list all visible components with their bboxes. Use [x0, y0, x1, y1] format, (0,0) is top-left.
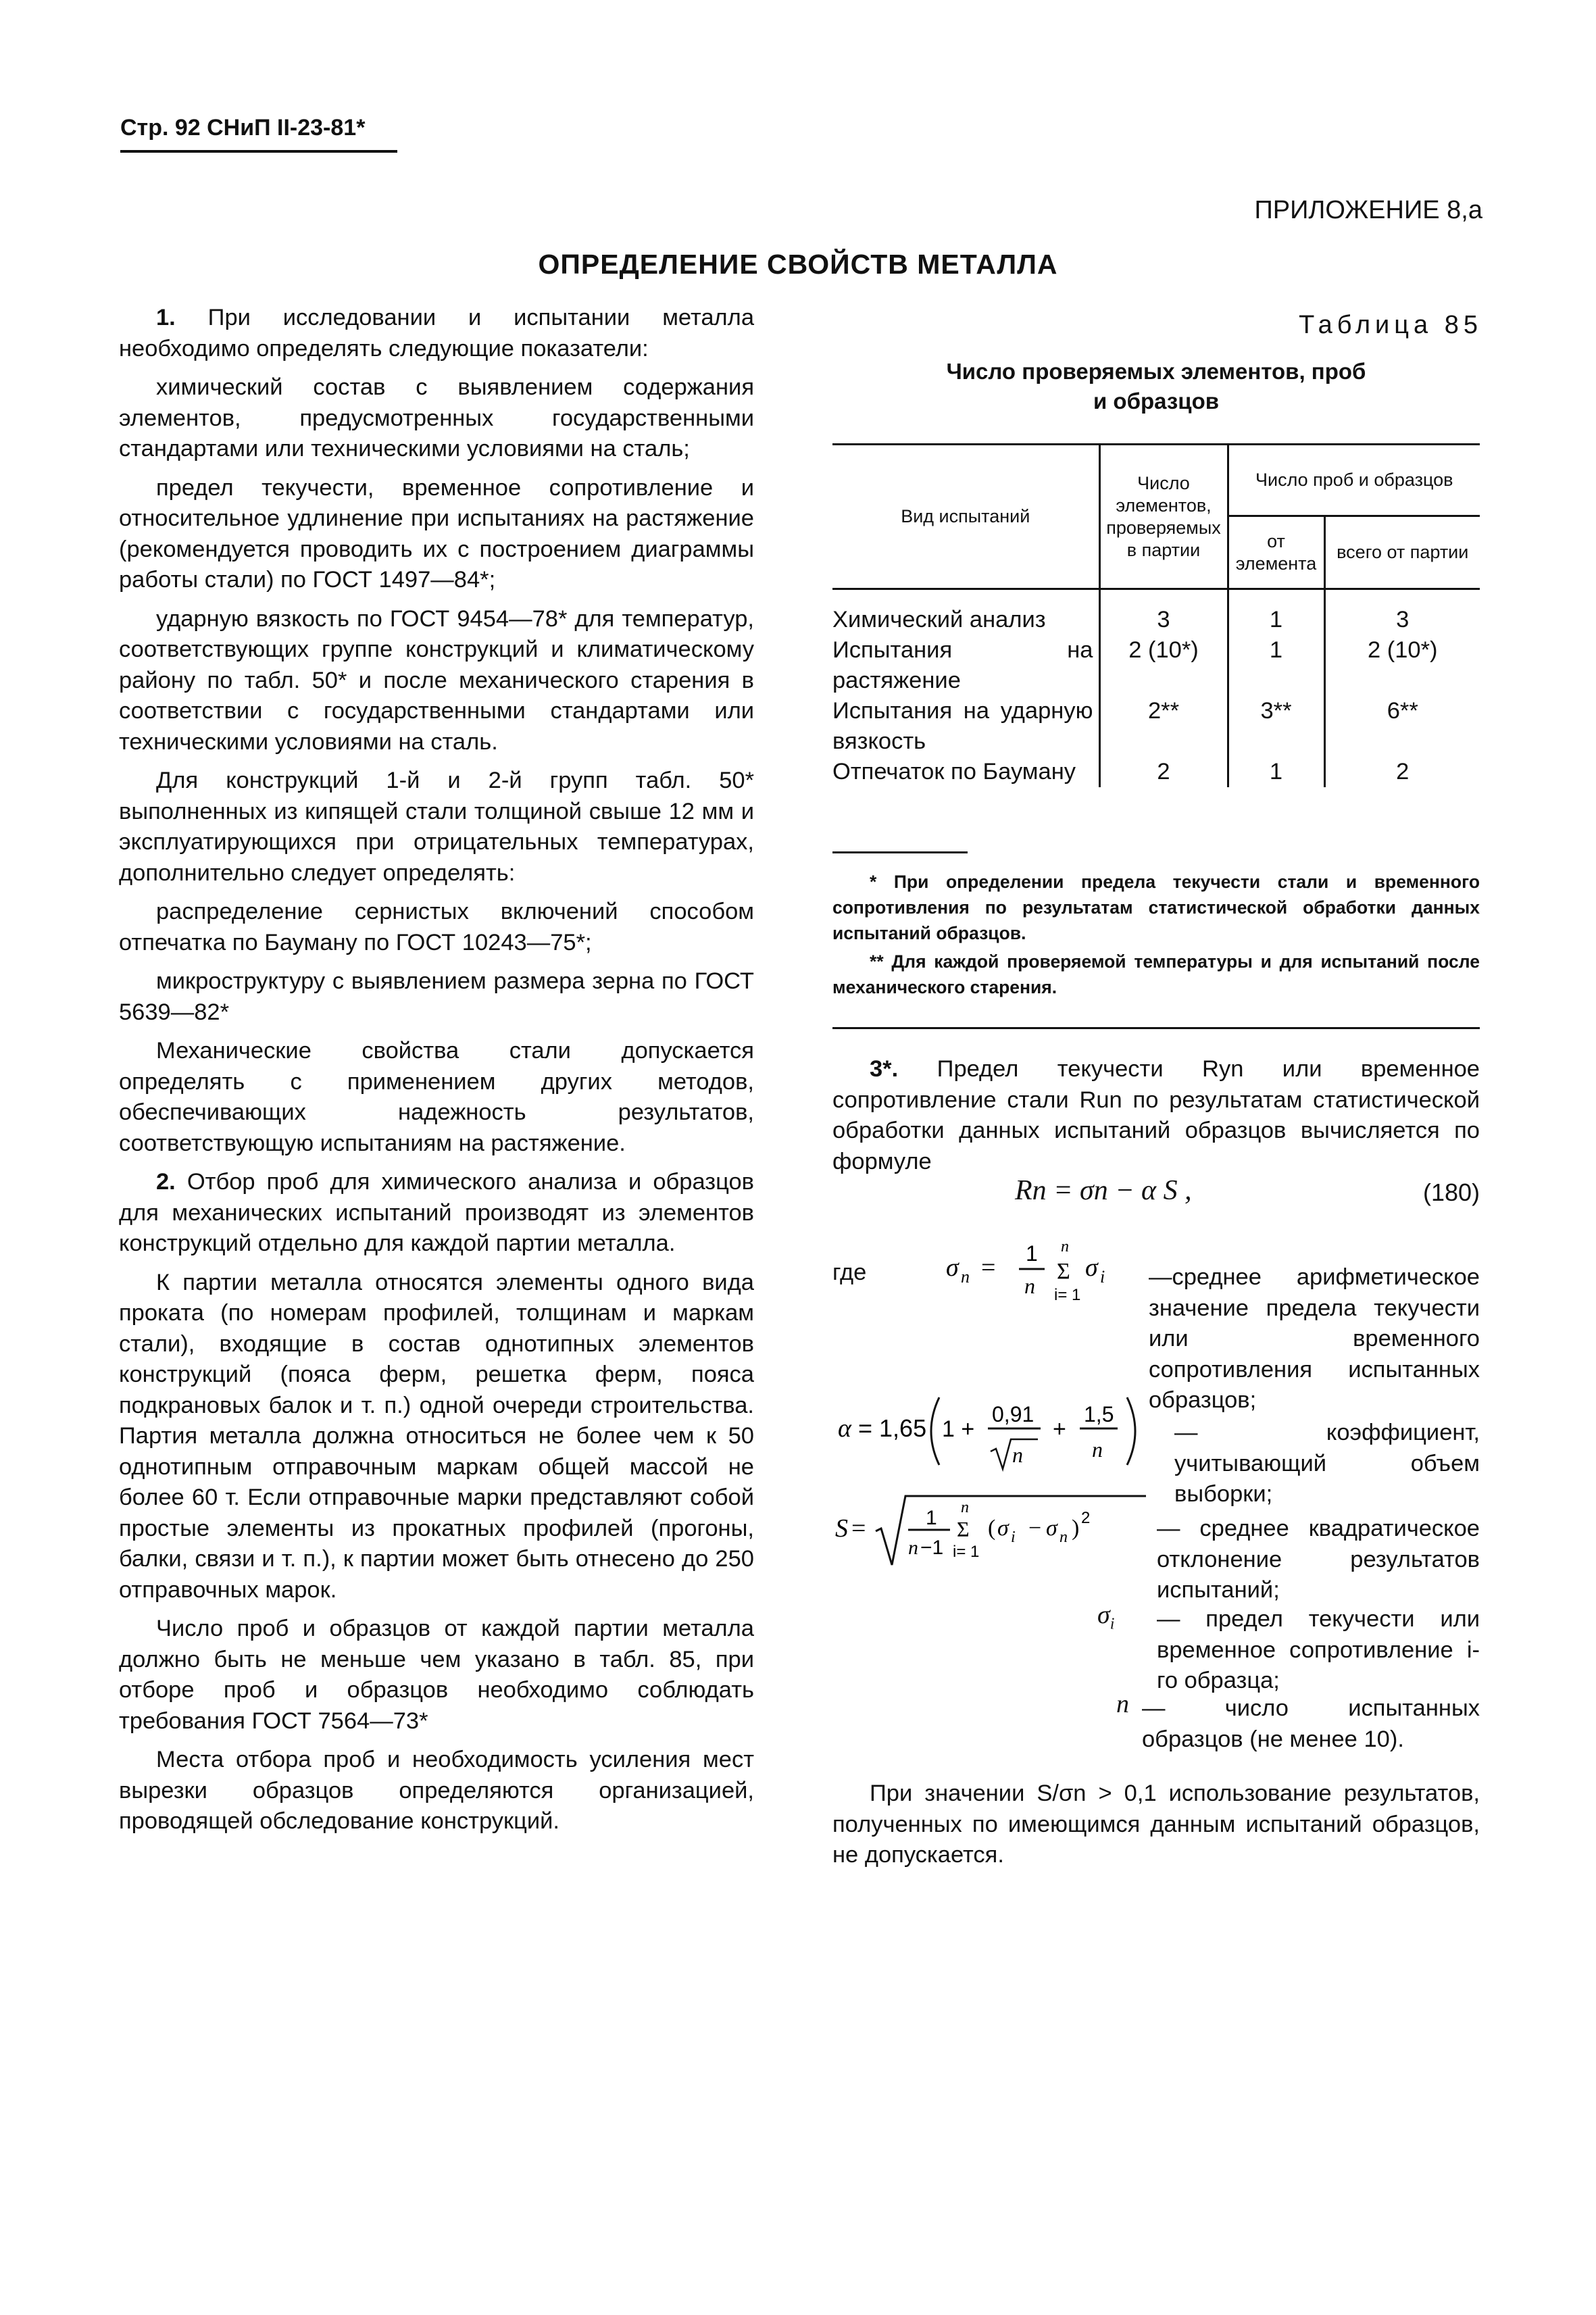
svg-text:1: 1 [1026, 1241, 1038, 1266]
table-row [832, 635, 1480, 696]
def-std-dev: — среднее квадратическое отклонение результатов испытаний; [1157, 1516, 1480, 1603]
paragraph-locations: Места отбора проб и необходимость усиления мест вырезки образцов определяются организацией, проводящей обследование конструкций. [119, 1747, 754, 1834]
svg-text:S: S [835, 1514, 848, 1543]
header-rule [120, 150, 397, 153]
def-n: — число испытанных образцов (не менее 10). [1142, 1695, 1480, 1752]
paragraph-batch: К партии металла относятся элементы одного вида проката (по номерам профилей, толщинам и маркам стали), входящие в состав однотипных элементов конструкций (пояса ферм, решетка ферм, пояса подкрановых балок и т. п.) одной очереди строительства. Партия металла должна относиться не более чем к 50 однотипным отправочным маркам общей массой не более 60 т. Если отправочные марки представляют собой простые элементы из прокатных профилей (прогоны, балки, связи и т. п.), к партии может быть отнесено до 250 отправочных марок. [119, 1269, 754, 1603]
svg-text:): ) [1072, 1516, 1080, 1541]
paragraph-1-text: При исследовании и испытании металла необходимо определять следующие показатели: [119, 305, 755, 362]
section-number-1: 1. [156, 305, 176, 330]
svg-text:+: + [1053, 1416, 1066, 1442]
header-from-element: от элемента [1228, 516, 1324, 589]
svg-text:−: − [1028, 1516, 1042, 1541]
svg-text:α: α [838, 1414, 851, 1443]
svg-text:i= 1: i= 1 [1054, 1286, 1081, 1304]
cell-test-name: Испытания на растяжение [832, 637, 1093, 693]
svg-text:1: 1 [926, 1507, 937, 1529]
svg-text:n: n [908, 1537, 918, 1559]
svg-text:i: i [1011, 1528, 1016, 1546]
cell-from-element: 1 [1228, 589, 1324, 636]
table-row [832, 757, 1480, 787]
svg-text:0,91: 0,91 [992, 1402, 1034, 1426]
cell-elements: 2** [1099, 696, 1228, 757]
table-row [832, 589, 1480, 636]
cell-from-element: 1 [1228, 635, 1324, 696]
svg-text:=: = [851, 1514, 866, 1543]
svg-text:1 +: 1 + [942, 1416, 975, 1442]
svg-text:= 1,65: = 1,65 [858, 1414, 927, 1442]
paragraph-samples: Число проб и образцов от каждой партии металла должно быть не меньше чем указано в табл. 85, при отборе проб и образцов необходимо соблюдать требования ГОСТ 7564—73* [119, 1616, 754, 1734]
table-footnotes [832, 869, 1480, 1003]
header-elements-count: Число элементов, проверяемых в партии [1099, 445, 1228, 589]
cell-total: 3 [1324, 589, 1480, 636]
paragraph-1 [119, 303, 754, 364]
section-number-3: 3*. [870, 1056, 899, 1082]
svg-text:i= 1: i= 1 [953, 1543, 980, 1561]
paragraph-3-text: Предел текучести Ryn или временное сопротивление стали Run по результатам статистической обработки данных испытаний образцов вычисляется по формуле [832, 1056, 1480, 1174]
footnote-1: * При определении предела текучести стали и временного сопротивления по результатам статистической обработки данных испытаний образцов. [832, 872, 1480, 943]
section-number-2: 2. [156, 1169, 176, 1195]
formula-number: (180) [1422, 1178, 1480, 1206]
svg-text:i: i [1100, 1267, 1105, 1287]
footnote-2: ** Для каждой проверяемой температуры и для испытаний после механического старения. [832, 951, 1480, 997]
cell-total: 6** [1324, 696, 1480, 757]
svg-text:n: n [1059, 1528, 1068, 1546]
running-head: Стр. 92 СНиП II-23-81* [120, 115, 366, 141]
svg-text:σ: σ [1046, 1516, 1057, 1541]
svg-text:n: n [1061, 1238, 1069, 1255]
paragraph-3 [832, 1054, 1480, 1177]
header-total: всего от партии [1324, 516, 1480, 589]
sigma-mean-formula [946, 1234, 1149, 1308]
svg-text:σ: σ [1085, 1253, 1098, 1282]
list-item-yield: предел текучести, временное сопротивление и относительное удлинение при испытаниях на растяжение (рекомендуется проводить их с построением диаграммы работы стали) по ГОСТ 1497—84*; [119, 474, 754, 593]
where-label: где [832, 1260, 867, 1285]
paragraph-groups: Для конструкций 1-й и 2-й групп табл. 50* выполненных из кипящей стали толщиной свыше 12 мм и эксплуатирующихся при отрицательных температурах, дополнительно следует определять: [119, 768, 754, 886]
section-rule [832, 1027, 1480, 1029]
svg-text:(: ( [988, 1516, 996, 1541]
cell-from-element: 1 [1228, 757, 1324, 787]
cell-from-element: 3** [1228, 696, 1324, 757]
svg-text:2: 2 [1081, 1509, 1091, 1527]
svg-text:n: n [1024, 1274, 1035, 1298]
table-label: Таблица 85 [1299, 311, 1482, 339]
def-sigma-mean: —среднее арифметическое значение предела текучести или временного сопротивления испытанных образцов; [1149, 1264, 1480, 1413]
def-sigma-i: — предел текучести или временное сопротивление i-го образца; [1157, 1606, 1480, 1693]
list-item-microstructure: микроструктуру с выявлением размера зерна по ГОСТ 5639—82* [119, 968, 754, 1025]
svg-text:n: n [1012, 1443, 1023, 1467]
svg-text:n: n [961, 1267, 970, 1287]
svg-text:−1: −1 [920, 1537, 944, 1559]
cell-total: 2 (10*) [1324, 635, 1480, 696]
svg-text:=: = [981, 1253, 996, 1282]
cell-test-name: Отпечаток по Бауману [832, 759, 1076, 785]
svg-text:σ: σ [946, 1253, 959, 1282]
paragraph-final: При значении S/σn > 0,1 использование результатов, полученных по имеющимся данным испытаний образцов, не допускается. [832, 1781, 1480, 1868]
header-test-type: Вид испытаний [832, 445, 1099, 589]
cell-test-name: Химический анализ [832, 607, 1046, 632]
symbol-sigma-i: $\sigma_i$ [1097, 1601, 1115, 1633]
table-caption-line-1: Число проверяемых элементов, проб [946, 359, 1366, 384]
table-caption-line-2: и образцов [1093, 389, 1220, 414]
paragraph-mechanical: Механические свойства стали допускается определять с применением других методов, обеспечивающих надежность результатов, соответствующую испытаниям на растяжение. [119, 1038, 754, 1156]
list-item-sulfur: распределение сернистых включений способом отпечатка по Бауману по ГОСТ 10243—75*; [119, 899, 754, 955]
header-samples-count: Число проб и образцов [1228, 445, 1480, 516]
symbol-n: n [1116, 1690, 1129, 1718]
cell-test-name: Испытания на ударную вязкость [832, 698, 1093, 754]
alpha-formula [838, 1389, 1176, 1477]
cell-total: 2 [1324, 757, 1480, 787]
svg-text:Σ: Σ [957, 1517, 970, 1541]
list-item-impact: ударную вязкость по ГОСТ 9454—78* для температур, соответствующих группе конструкций и климатическому району по табл. 50* и после механического старения в соответствии с государственными стандартами или техническими условиями на сталь. [119, 605, 754, 755]
left-column [119, 303, 754, 1845]
cell-elements: 2 (10*) [1099, 635, 1228, 696]
table-row [832, 696, 1480, 757]
footnote-rule [832, 851, 968, 853]
formula-180: Rn = σn − α S , [1015, 1175, 1192, 1206]
svg-text:σ: σ [997, 1516, 1009, 1541]
paragraph-2 [119, 1167, 754, 1260]
cell-elements: 3 [1099, 589, 1228, 636]
svg-text:1,5: 1,5 [1084, 1402, 1114, 1426]
page-title: ОПРЕДЕЛЕНИЕ СВОЙСТВ МЕТАЛЛА [538, 249, 1058, 280]
list-item-chemical: химический состав с выявлением содержания элементов, предусмотренных государственными стандартами или техническими условиями на сталь; [119, 374, 754, 462]
def-alpha: — коэффициент, учитывающий объем выборки; [1174, 1420, 1480, 1507]
table-85 [832, 443, 1480, 787]
paragraph-2-text: Отбор проб для химического анализа и образцов для механических испытаний производят из элементов конструкций отдельно для каждой партии металла. [119, 1169, 754, 1256]
std-dev-formula [835, 1492, 1173, 1573]
svg-text:Σ: Σ [1057, 1259, 1070, 1284]
cell-elements: 2 [1099, 757, 1228, 787]
svg-text:n: n [1092, 1437, 1103, 1462]
table-caption [832, 357, 1480, 416]
svg-text:n: n [961, 1499, 969, 1516]
appendix-label: ПРИЛОЖЕНИЕ 8,а [1254, 196, 1482, 224]
